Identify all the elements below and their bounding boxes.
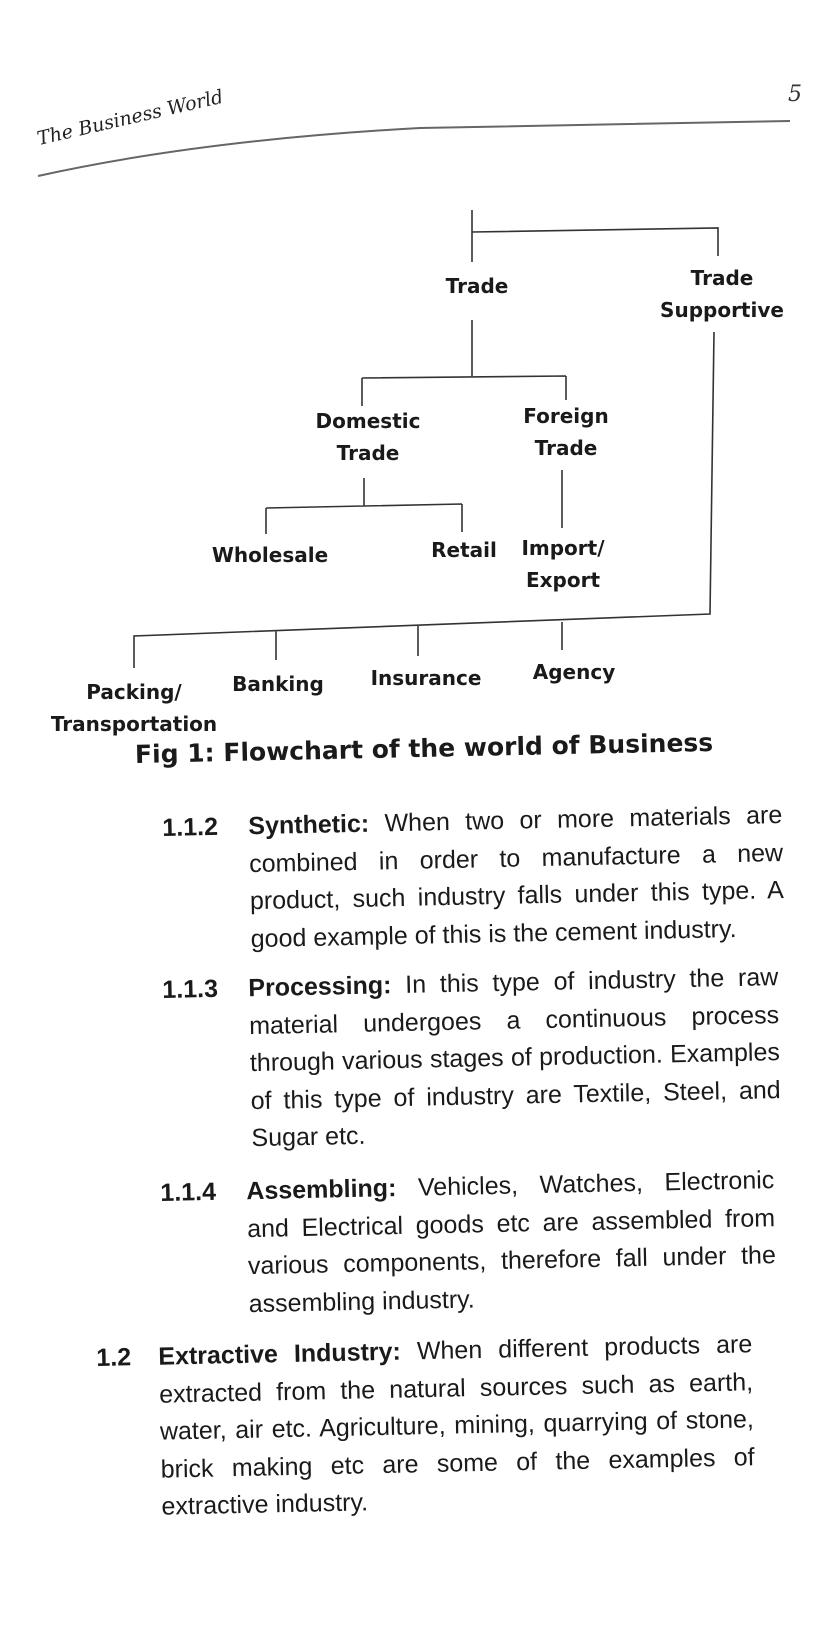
section-body bbox=[248, 959, 782, 1158]
node-domestic-trade: Domestic Trade bbox=[315, 409, 421, 465]
node-wholesale: Wholesale bbox=[211, 543, 329, 567]
section-number: 1.1.4 bbox=[160, 1177, 217, 1207]
node-packing-transportation: Packing/ Transportation bbox=[50, 680, 218, 736]
node-foreign-trade: Foreign Trade bbox=[523, 404, 609, 460]
node-insurance: Insurance bbox=[370, 666, 482, 690]
section-heading: Assembling: bbox=[246, 1174, 397, 1206]
figure-caption: Fig 1: Flowchart of the world of Business bbox=[134, 727, 714, 769]
section-body bbox=[158, 1326, 756, 1526]
section-heading: Synthetic: bbox=[248, 809, 370, 841]
section-number: 1.1.2 bbox=[162, 812, 219, 842]
section-body bbox=[248, 797, 785, 958]
connector-trade bbox=[362, 320, 566, 406]
section-heading: Extractive Industry: bbox=[158, 1337, 402, 1371]
node-trade-supportive: Trade Supportive bbox=[660, 266, 784, 322]
node-banking: Banking bbox=[232, 672, 324, 696]
header-rule bbox=[38, 121, 790, 176]
page-number: 5 bbox=[788, 82, 802, 107]
node-import-export: Import/ Export bbox=[521, 536, 605, 592]
section-body bbox=[246, 1162, 777, 1323]
node-trade: Trade bbox=[445, 274, 509, 298]
section-number: 1.1.3 bbox=[162, 974, 219, 1004]
connector-domestic bbox=[266, 478, 462, 534]
section-text: Vehicles, Watches, Electronic and Electrical goods etc are assembled from various components, therefore fall under the assembling industry. bbox=[246, 1166, 777, 1318]
section-text: When two or more materials are combined in order to manufacture a new product, such industry falls under this type. A good example of this is the cement industry. bbox=[248, 801, 785, 953]
node-agency: Agency bbox=[532, 660, 616, 684]
section-heading: Processing: bbox=[248, 971, 392, 1003]
node-retail: Retail bbox=[431, 538, 497, 562]
connector-supportive bbox=[134, 332, 714, 668]
section-text: When different products are extracted from the natural sources such as earth, water, air etc. Agriculture, mining, quarrying of stone, brick making etc are some of the examples of extractive industry. bbox=[158, 1330, 755, 1521]
section-number: 1.2 bbox=[96, 1343, 132, 1372]
connector-root bbox=[472, 210, 718, 262]
section-text: In this type of industry the raw material undergoes a continuous process through various stages of production. Examples of this type of industry are Textile, Steel, and Sugar etc. bbox=[248, 963, 781, 1153]
running-header-title: The Business World bbox=[35, 85, 226, 150]
